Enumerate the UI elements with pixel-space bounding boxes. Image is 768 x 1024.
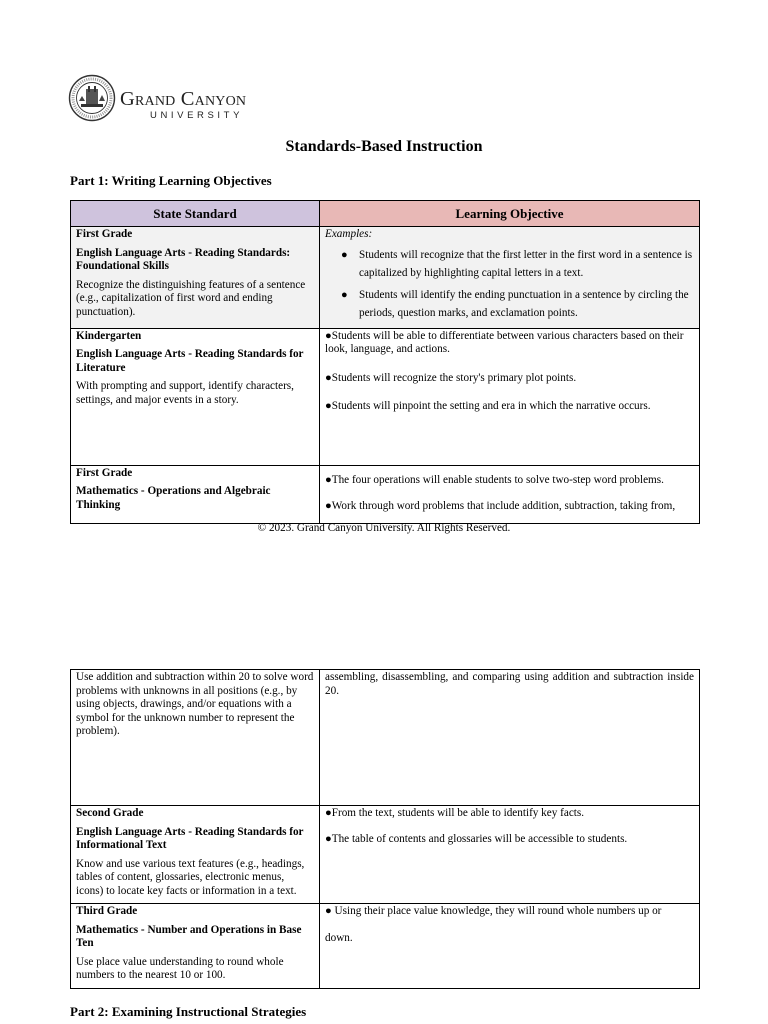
objective-text: ●From the text, students will be able to identify key facts.	[325, 807, 585, 819]
objective-text: ●Work through word problems that include addition, subtraction, taking from,	[325, 500, 676, 512]
table-header-row	[71, 201, 700, 227]
examples-label: Examples:	[325, 228, 373, 240]
objective-text: assembling, disassembling, and comparing using addition and subtraction inside 20.	[325, 671, 694, 697]
logo-subtitle: UNIVERSITY	[150, 110, 244, 121]
grade-label: First Grade	[76, 466, 133, 479]
objective-text: ● Using their place value knowledge, they will round whole numbers up or	[325, 905, 662, 917]
grade-label: First Grade	[76, 228, 133, 240]
objective-cell	[320, 806, 700, 904]
objective-cell	[320, 670, 700, 806]
part2-heading: Part 2: Examining Instructional Strategies	[70, 1004, 307, 1019]
objective-cell	[320, 465, 700, 523]
objective-item: ● Students will recognize that the first letter in the first word in a sentence is capitalized by highlighting capital letters in a text.	[359, 246, 694, 282]
header-state-standard: State Standard	[71, 201, 320, 227]
standards-table-continued	[70, 669, 700, 989]
standard-description: With prompting and support, identify characters, settings, and major events in a story.	[76, 380, 294, 406]
grade-label: Kindergarten	[76, 329, 142, 342]
objective-text: down.	[325, 931, 353, 944]
table-row	[71, 328, 700, 465]
grade-label: Third Grade	[76, 905, 138, 917]
standard-cell	[71, 328, 320, 465]
table-row	[71, 465, 700, 523]
domain-label: English Language Arts - Reading Standards for Informational Text	[76, 825, 304, 851]
copyright-footer: © 2023. Grand Canyon University. All Rights Reserved.	[257, 522, 511, 534]
objective-text: ●Students will be able to differentiate between various characters based on their look, language, and actions.	[325, 329, 684, 355]
objective-cell	[320, 328, 700, 465]
standard-description: Use place value understanding to round whole numbers to the nearest 10 or 100.	[76, 955, 284, 981]
objective-text: ●Students will recognize the story's primary plot points.	[325, 371, 577, 384]
standard-cell	[71, 904, 320, 989]
logo-name: Grand Canyon	[120, 88, 247, 110]
objective-cell	[320, 904, 700, 989]
domain-label: English Language Arts - Reading Standards: Foundational Skills	[76, 246, 291, 272]
grade-label: Second Grade	[76, 807, 144, 819]
objective-text: ●The table of contents and glossaries will be accessible to students.	[325, 832, 628, 845]
objective-item: ● Students will identify the ending punctuation in a sentence by circling the periods, question marks, and exclamation points.	[359, 286, 694, 322]
standard-cell	[71, 670, 320, 806]
domain-label: Mathematics - Number and Operations in Base Ten	[76, 923, 302, 949]
objective-list	[325, 246, 694, 322]
domain-label: Mathematics - Operations and Algebraic Thinking	[76, 485, 271, 511]
standard-cell	[71, 806, 320, 904]
objective-text: ●The four operations will enable students to solve two-step word problems.	[325, 473, 664, 486]
standard-description: Know and use various text features (e.g., headings, tables of content, glossaries, electronic menus, icons) to locate key facts or information in a text.	[76, 857, 305, 897]
objective-cell	[320, 227, 700, 329]
university-logo	[68, 74, 278, 122]
domain-label: English Language Arts - Reading Standards for Literature	[76, 348, 304, 374]
standards-table	[70, 200, 700, 524]
part1-heading: Part 1: Writing Learning Objectives	[70, 173, 272, 188]
table-row	[71, 806, 700, 904]
page-title: Standards-Based Instruction	[285, 138, 483, 155]
standard-cell	[71, 465, 320, 523]
table-row	[71, 227, 700, 329]
table-row	[71, 904, 700, 989]
standard-description: Recognize the distinguishing features of a sentence (e.g., capitalization of first word and ending punctuation).	[76, 278, 306, 318]
standard-cell	[71, 227, 320, 329]
header-learning-objective: Learning Objective	[320, 201, 700, 227]
standard-description: Use addition and subtraction within 20 to solve word problems with unknowns in all positions (e.g., by using objects, drawings, and/or equations with a symbol for the unknown number to represent the problem).	[76, 671, 314, 737]
university-seal-icon	[68, 74, 116, 122]
table-row	[71, 670, 700, 806]
objective-text: ●Students will pinpoint the setting and era in which the narrative occurs.	[325, 400, 651, 412]
